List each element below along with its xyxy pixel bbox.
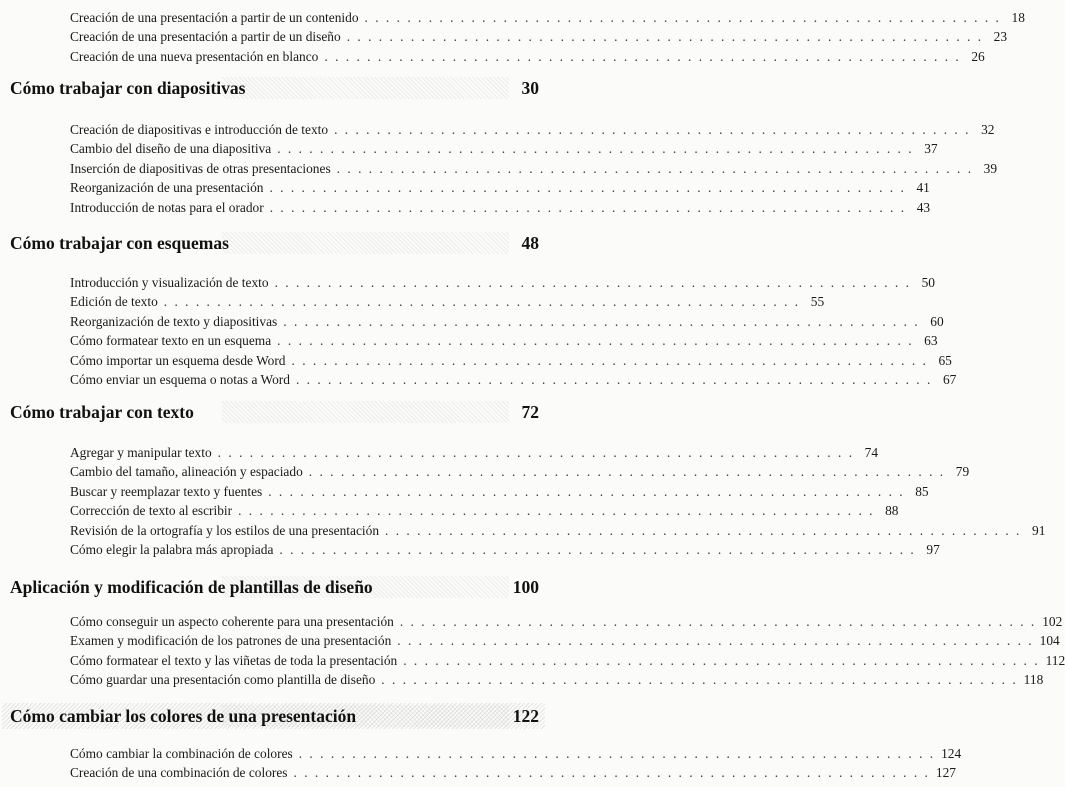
toc-entry <box>70 198 931 217</box>
dot-leader: . . . . . . . . . . . . . . . . . . . . . . . . . . . . . . . . . . . . . . . . . . . . . . . . . . . . . . . . . . . . <box>163 294 801 310</box>
toc-entry-title: Introducción y visualización de texto <box>70 275 269 290</box>
toc-entry-title: Introducción de notas para el orador <box>70 199 264 215</box>
chapter-title: Cómo cambiar los colores de una presentación <box>10 705 357 726</box>
toc-entry-page-number: 37 <box>924 141 938 157</box>
toc-entry-title: Cómo guardar una presentación como plantilla de diseño <box>70 672 376 688</box>
chapter-heading <box>10 73 539 103</box>
toc-entry <box>70 763 956 782</box>
dot-leader: . . . . . . . . . . . . . . . . . . . . . . . . . . . . . . . . . . . . . . . . . . . . . . . . . . . . . . . . . . . . <box>268 483 905 499</box>
toc-entry-title: Cambio del diseño de una diapositiva <box>70 141 272 157</box>
toc-entry-title: Cómo enviar un esquema o notas a Word <box>70 372 290 387</box>
toc-entry-title: Cambio del tamaño, alineación y espaciado <box>70 464 303 480</box>
toc-entry-page-number: 60 <box>930 313 944 329</box>
dot-leader: . . . . . . . . . . . . . . . . . . . . . . . . . . . . . . . . . . . . . . . . . . . . . . . . . . . . . . . . . . . . <box>385 522 1022 538</box>
toc-entry <box>70 27 1008 46</box>
chapter-heading <box>10 228 539 258</box>
chapter-heading <box>10 701 539 731</box>
dot-leader: . . . . . . . . . . . . . . . . . . . . . . . . . . . . . . . . . . . . . . . . . . . . . . . . . . . . . . . . . . . . <box>336 160 974 176</box>
toc-entry-page-number: 23 <box>993 29 1008 45</box>
toc-entry-page-number: 91 <box>1032 522 1046 538</box>
toc-entry <box>70 670 1044 689</box>
toc-entry-page-number: 127 <box>935 765 956 781</box>
toc-entry-page-number: 67 <box>942 372 957 387</box>
toc-entry-title: Cómo formatear el texto y las viñetas de toda la presentación <box>70 652 398 668</box>
toc-entry-title: Examen y modificación de los patrones de una presentación <box>70 633 392 649</box>
dot-leader: . . . . . . . . . . . . . . . . . . . . . . . . . . . . . . . . . . . . . . . . . . . . . . . . . . . . . . . . . . . . <box>308 464 946 480</box>
toc-entry-title: Revisión de la ortografía y los estilos de una presentación <box>70 522 380 538</box>
toc-entry-title: Cómo elegir la palabra más apropiada <box>70 542 274 557</box>
dot-leader: . . . . . . . . . . . . . . . . . . . . . . . . . . . . . . . . . . . . . . . . . . . . . . . . . . . . . . . . . . . . <box>324 48 961 64</box>
dot-leader: . . . . . . . . . . . . . . . . . . . . . . . . . . . . . . . . . . . . . . . . . . . . . . . . . . . . . . . . . . . . <box>279 542 916 557</box>
toc-entry-title: Cómo formatear texto en un esquema <box>70 333 272 349</box>
toc-entry-page-number: 39 <box>983 160 998 176</box>
dot-leader: . . . . . . . . . . . . . . . . . . . . . . . . . . . . . . . . . . . . . . . . . . . . . . . . . . . . . . . . . . . . <box>291 352 928 368</box>
toc-entry-title: Agregar y manipular texto <box>70 445 212 460</box>
toc-entry <box>70 292 825 311</box>
dot-leader: . . . . . . . . . . . . . . . . . . . . . . . . . . . . . . . . . . . . . . . . . . . . . . . . . . . . . . . . . . . . <box>364 10 1001 25</box>
dot-leader: . . . . . . . . . . . . . . . . . . . . . . . . . . . . . . . . . . . . . . . . . . . . . . . . . . . . . . . . . . . . <box>283 313 920 329</box>
toc-entry <box>70 462 970 481</box>
dot-leader: . . . . . . . . . . . . . . . . . . . . . . . . . . . . . . . . . . . . . . . . . . . . . . . . . . . . . . . . . . . . <box>298 746 936 761</box>
dot-leader: . . . . . . . . . . . . . . . . . . . . . . . . . . . . . . . . . . . . . . . . . . . . . . . . . . . . . . . . . . . . <box>277 333 914 349</box>
toc-entry <box>70 351 952 370</box>
toc-entry <box>70 631 1060 650</box>
dot-leader: . . . . . . . . . . . . . . . . . . . . . . . . . . . . . . . . . . . . . . . . . . . . . . . . . . . . . . . . . . . . <box>397 633 1034 649</box>
toc-entry-page-number: 102 <box>1042 614 1063 629</box>
chapter-page-number: 30 <box>521 77 539 98</box>
toc-entry <box>70 273 935 292</box>
toc-entry-page-number: 79 <box>955 464 970 480</box>
dot-leader: . . . . . . . . . . . . . . . . . . . . . . . . . . . . . . . . . . . . . . . . . . . . . . . . . . . . . . . . . . . . <box>277 141 914 157</box>
toc-entry <box>70 312 944 331</box>
toc-entry <box>70 612 1063 631</box>
toc-entry <box>70 482 929 501</box>
toc-entry-page-number: 97 <box>926 542 940 557</box>
toc-entry-title: Reorganización de una presentación <box>70 180 264 196</box>
toc-entry-title: Creación de una presentación a partir de un diseño <box>70 29 341 45</box>
dot-leader: . . . . . . . . . . . . . . . . . . . . . . . . . . . . . . . . . . . . . . . . . . . . . . . . . . . . . . . . . . . . <box>399 614 1037 629</box>
dot-leader: . . . . . . . . . . . . . . . . . . . . . . . . . . . . . . . . . . . . . . . . . . . . . . . . . . . . . . . . . . . . <box>334 122 971 137</box>
toc-entry-title: Cómo conseguir un aspecto coherente para una presentación <box>70 614 394 629</box>
toc-entry-page-number: 118 <box>1023 672 1044 688</box>
toc-entry-page-number: 88 <box>885 503 899 519</box>
chapter-page-number: 100 <box>512 576 539 597</box>
toc-entry <box>70 139 938 158</box>
dot-leader: . . . . . . . . . . . . . . . . . . . . . . . . . . . . . . . . . . . . . . . . . . . . . . . . . . . . . . . . . . . . <box>274 275 911 290</box>
toc-entry-title: Cómo importar un esquema desde Word <box>70 352 286 368</box>
chapter-title: Cómo trabajar con esquemas <box>10 232 229 253</box>
toc-entry <box>70 540 940 559</box>
toc-entry-title: Reorganización de texto y diapositivas <box>70 313 278 329</box>
toc-entry-title: Cómo cambiar la combinación de colores <box>70 746 293 761</box>
toc-entry-title: Creación de una nueva presentación en blanco <box>70 48 319 64</box>
toc-entry <box>70 651 1065 670</box>
chapter-title: Aplicación y modificación de plantillas de diseño <box>10 576 373 597</box>
dot-leader: . . . . . . . . . . . . . . . . . . . . . . . . . . . . . . . . . . . . . . . . . . . . . . . . . . . . . . . . . . . . <box>403 652 1040 668</box>
toc-entry-title: Creación de una presentación a partir de un contenido <box>70 10 359 25</box>
toc-entry-page-number: 65 <box>938 352 952 368</box>
toc-entry-page-number: 26 <box>971 48 985 64</box>
toc-entry <box>70 744 962 763</box>
toc-entry-page-number: 104 <box>1039 633 1060 649</box>
toc-entry-page-number: 55 <box>810 294 825 310</box>
chapter-page-number: 72 <box>521 401 539 422</box>
toc-entry-page-number: 112 <box>1045 652 1065 668</box>
toc-entry-title: Creación de diapositivas e introducción de texto <box>70 122 329 137</box>
toc-entry <box>70 47 985 66</box>
toc-entry <box>70 159 998 178</box>
dot-leader: . . . . . . . . . . . . . . . . . . . . . . . . . . . . . . . . . . . . . . . . . . . . . . . . . . . . . . . . . . . . <box>295 372 933 387</box>
toc-entry-title: Creación de una combinación de colores <box>70 765 288 781</box>
chapter-title: Cómo trabajar con texto <box>10 401 194 422</box>
dot-leader: . . . . . . . . . . . . . . . . . . . . . . . . . . . . . . . . . . . . . . . . . . . . . . . . . . . . . . . . . . . . <box>381 672 1018 688</box>
dot-leader: . . . . . . . . . . . . . . . . . . . . . . . . . . . . . . . . . . . . . . . . . . . . . . . . . . . . . . . . . . . . <box>269 199 907 215</box>
chapter-heading <box>10 572 539 602</box>
chapter-page-number: 122 <box>512 705 539 726</box>
chapter-title: Cómo trabajar con diapositivas <box>10 77 246 98</box>
toc-entry-page-number: 18 <box>1011 10 1025 25</box>
toc-entry-page-number: 85 <box>915 483 929 499</box>
dot-leader: . . . . . . . . . . . . . . . . . . . . . . . . . . . . . . . . . . . . . . . . . . . . . . . . . . . . . . . . . . . . <box>346 29 984 45</box>
toc-entry <box>70 521 1046 540</box>
toc-entry-title: Edición de texto <box>70 294 158 310</box>
toc-entry <box>70 331 938 350</box>
toc-entry <box>70 370 957 389</box>
toc-entry-page-number: 124 <box>941 746 962 761</box>
toc-entry <box>70 178 930 197</box>
toc-entry-page-number: 43 <box>916 199 931 215</box>
toc-entry-page-number: 32 <box>981 122 995 137</box>
toc-entry-page-number: 63 <box>924 333 938 349</box>
toc-entry-page-number: 41 <box>916 180 930 196</box>
toc-entry-title: Buscar y reemplazar texto y fuentes <box>70 483 263 499</box>
dot-leader: . . . . . . . . . . . . . . . . . . . . . . . . . . . . . . . . . . . . . . . . . . . . . . . . . . . . . . . . . . . . <box>269 180 906 196</box>
toc-entry <box>70 443 879 462</box>
chapter-page-number: 48 <box>521 232 539 253</box>
toc-entry-page-number: 74 <box>864 445 879 460</box>
toc-entry-title: Corrección de texto al escribir <box>70 503 233 519</box>
chapter-heading <box>10 397 539 427</box>
dot-leader: . . . . . . . . . . . . . . . . . . . . . . . . . . . . . . . . . . . . . . . . . . . . . . . . . . . . . . . . . . . . <box>293 765 930 781</box>
toc-entry <box>70 8 1025 27</box>
toc-entry <box>70 501 899 520</box>
toc-entry-title: Inserción de diapositivas de otras presentaciones <box>70 160 331 176</box>
toc-entry <box>70 120 995 139</box>
dot-leader: . . . . . . . . . . . . . . . . . . . . . . . . . . . . . . . . . . . . . . . . . . . . . . . . . . . . . . . . . . . . <box>217 445 855 460</box>
toc-entry-page-number: 50 <box>921 275 935 290</box>
dot-leader: . . . . . . . . . . . . . . . . . . . . . . . . . . . . . . . . . . . . . . . . . . . . . . . . . . . . . . . . . . . . <box>238 503 875 519</box>
